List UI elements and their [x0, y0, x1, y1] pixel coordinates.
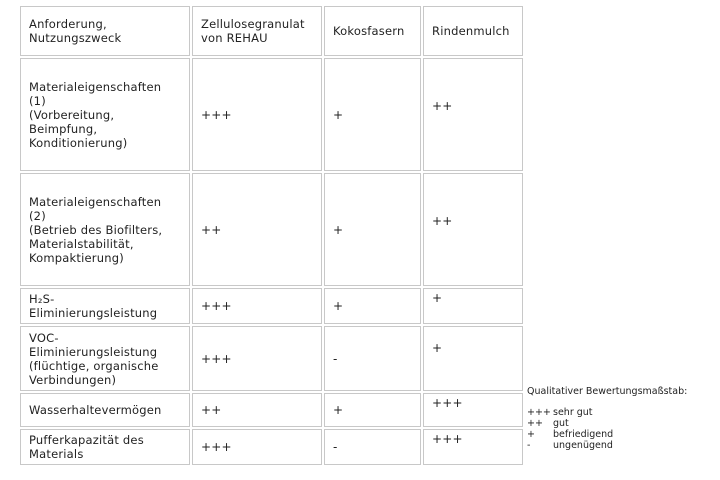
- rating-cell: +: [324, 173, 421, 286]
- legend-symbol: +: [527, 429, 535, 440]
- row-label: Pufferkapazität des Materials: [20, 429, 190, 465]
- legend-title: Qualitativer Bewertungsmaßstab:: [527, 386, 688, 397]
- row-label: Materialeigenschaften (1) (Vorbereitung, Beimpfung, Konditionierung): [20, 58, 190, 171]
- rating-cell: ++: [192, 393, 322, 427]
- rating-cell: +: [324, 58, 421, 171]
- rating-cell: +: [324, 393, 421, 427]
- rating-table: [18, 4, 525, 467]
- row-label: Materialeigenschaften (2) (Betrieb des Biofilters, Materialstabilität, Kompaktierung): [20, 173, 190, 286]
- legend-text: gut: [553, 418, 569, 429]
- header-coconut-fibers: Kokosfasern: [324, 6, 421, 56]
- row-label: VOC- Eliminierungsleistung (flüchtige, organische Verbindungen): [20, 326, 190, 391]
- rating-cell: -: [324, 326, 421, 391]
- header-bark-mulch: Rindenmulch: [423, 6, 523, 56]
- header-requirement: Anforderung, Nutzungszweck: [20, 6, 190, 56]
- rating-cell: +++: [192, 58, 322, 171]
- table-row: [20, 429, 523, 465]
- rating-cell: ++: [423, 58, 523, 171]
- legend-text: befriedigend: [553, 429, 614, 440]
- rating-cell: +++: [423, 393, 523, 427]
- rating-cell: +++: [423, 429, 523, 465]
- rating-cell: +: [423, 326, 523, 391]
- rating-cell: -: [324, 429, 421, 465]
- legend-item: [527, 418, 687, 429]
- rating-cell: ++: [423, 173, 523, 286]
- legend-text: ungenügend: [553, 440, 613, 451]
- rating-cell: +++: [192, 288, 322, 324]
- rating-cell: +: [324, 288, 421, 324]
- legend-symbol: -: [527, 440, 531, 451]
- legend-text: sehr gut: [553, 407, 593, 418]
- header-cellulose-granulate: Zellulosegranulat von REHAU: [192, 6, 322, 56]
- header-row: [20, 6, 523, 56]
- table-row: [20, 173, 523, 286]
- row-label: Wasserhaltevermögen: [20, 393, 190, 427]
- row-label: H₂S- Eliminierungsleistung: [20, 288, 190, 324]
- table-row: [20, 58, 523, 171]
- rating-scale-legend: [527, 386, 687, 451]
- legend-symbol: +++: [527, 407, 551, 418]
- table-row: [20, 326, 523, 391]
- rating-cell: +: [423, 288, 523, 324]
- table-row: [20, 393, 523, 427]
- rating-cell: +++: [192, 326, 322, 391]
- legend-item: [527, 429, 687, 440]
- legend-item: [527, 440, 687, 451]
- table-row: [20, 288, 523, 324]
- legend-item: [527, 407, 687, 418]
- legend-symbol: ++: [527, 418, 543, 429]
- rating-cell: +++: [192, 429, 322, 465]
- rating-cell: ++: [192, 173, 322, 286]
